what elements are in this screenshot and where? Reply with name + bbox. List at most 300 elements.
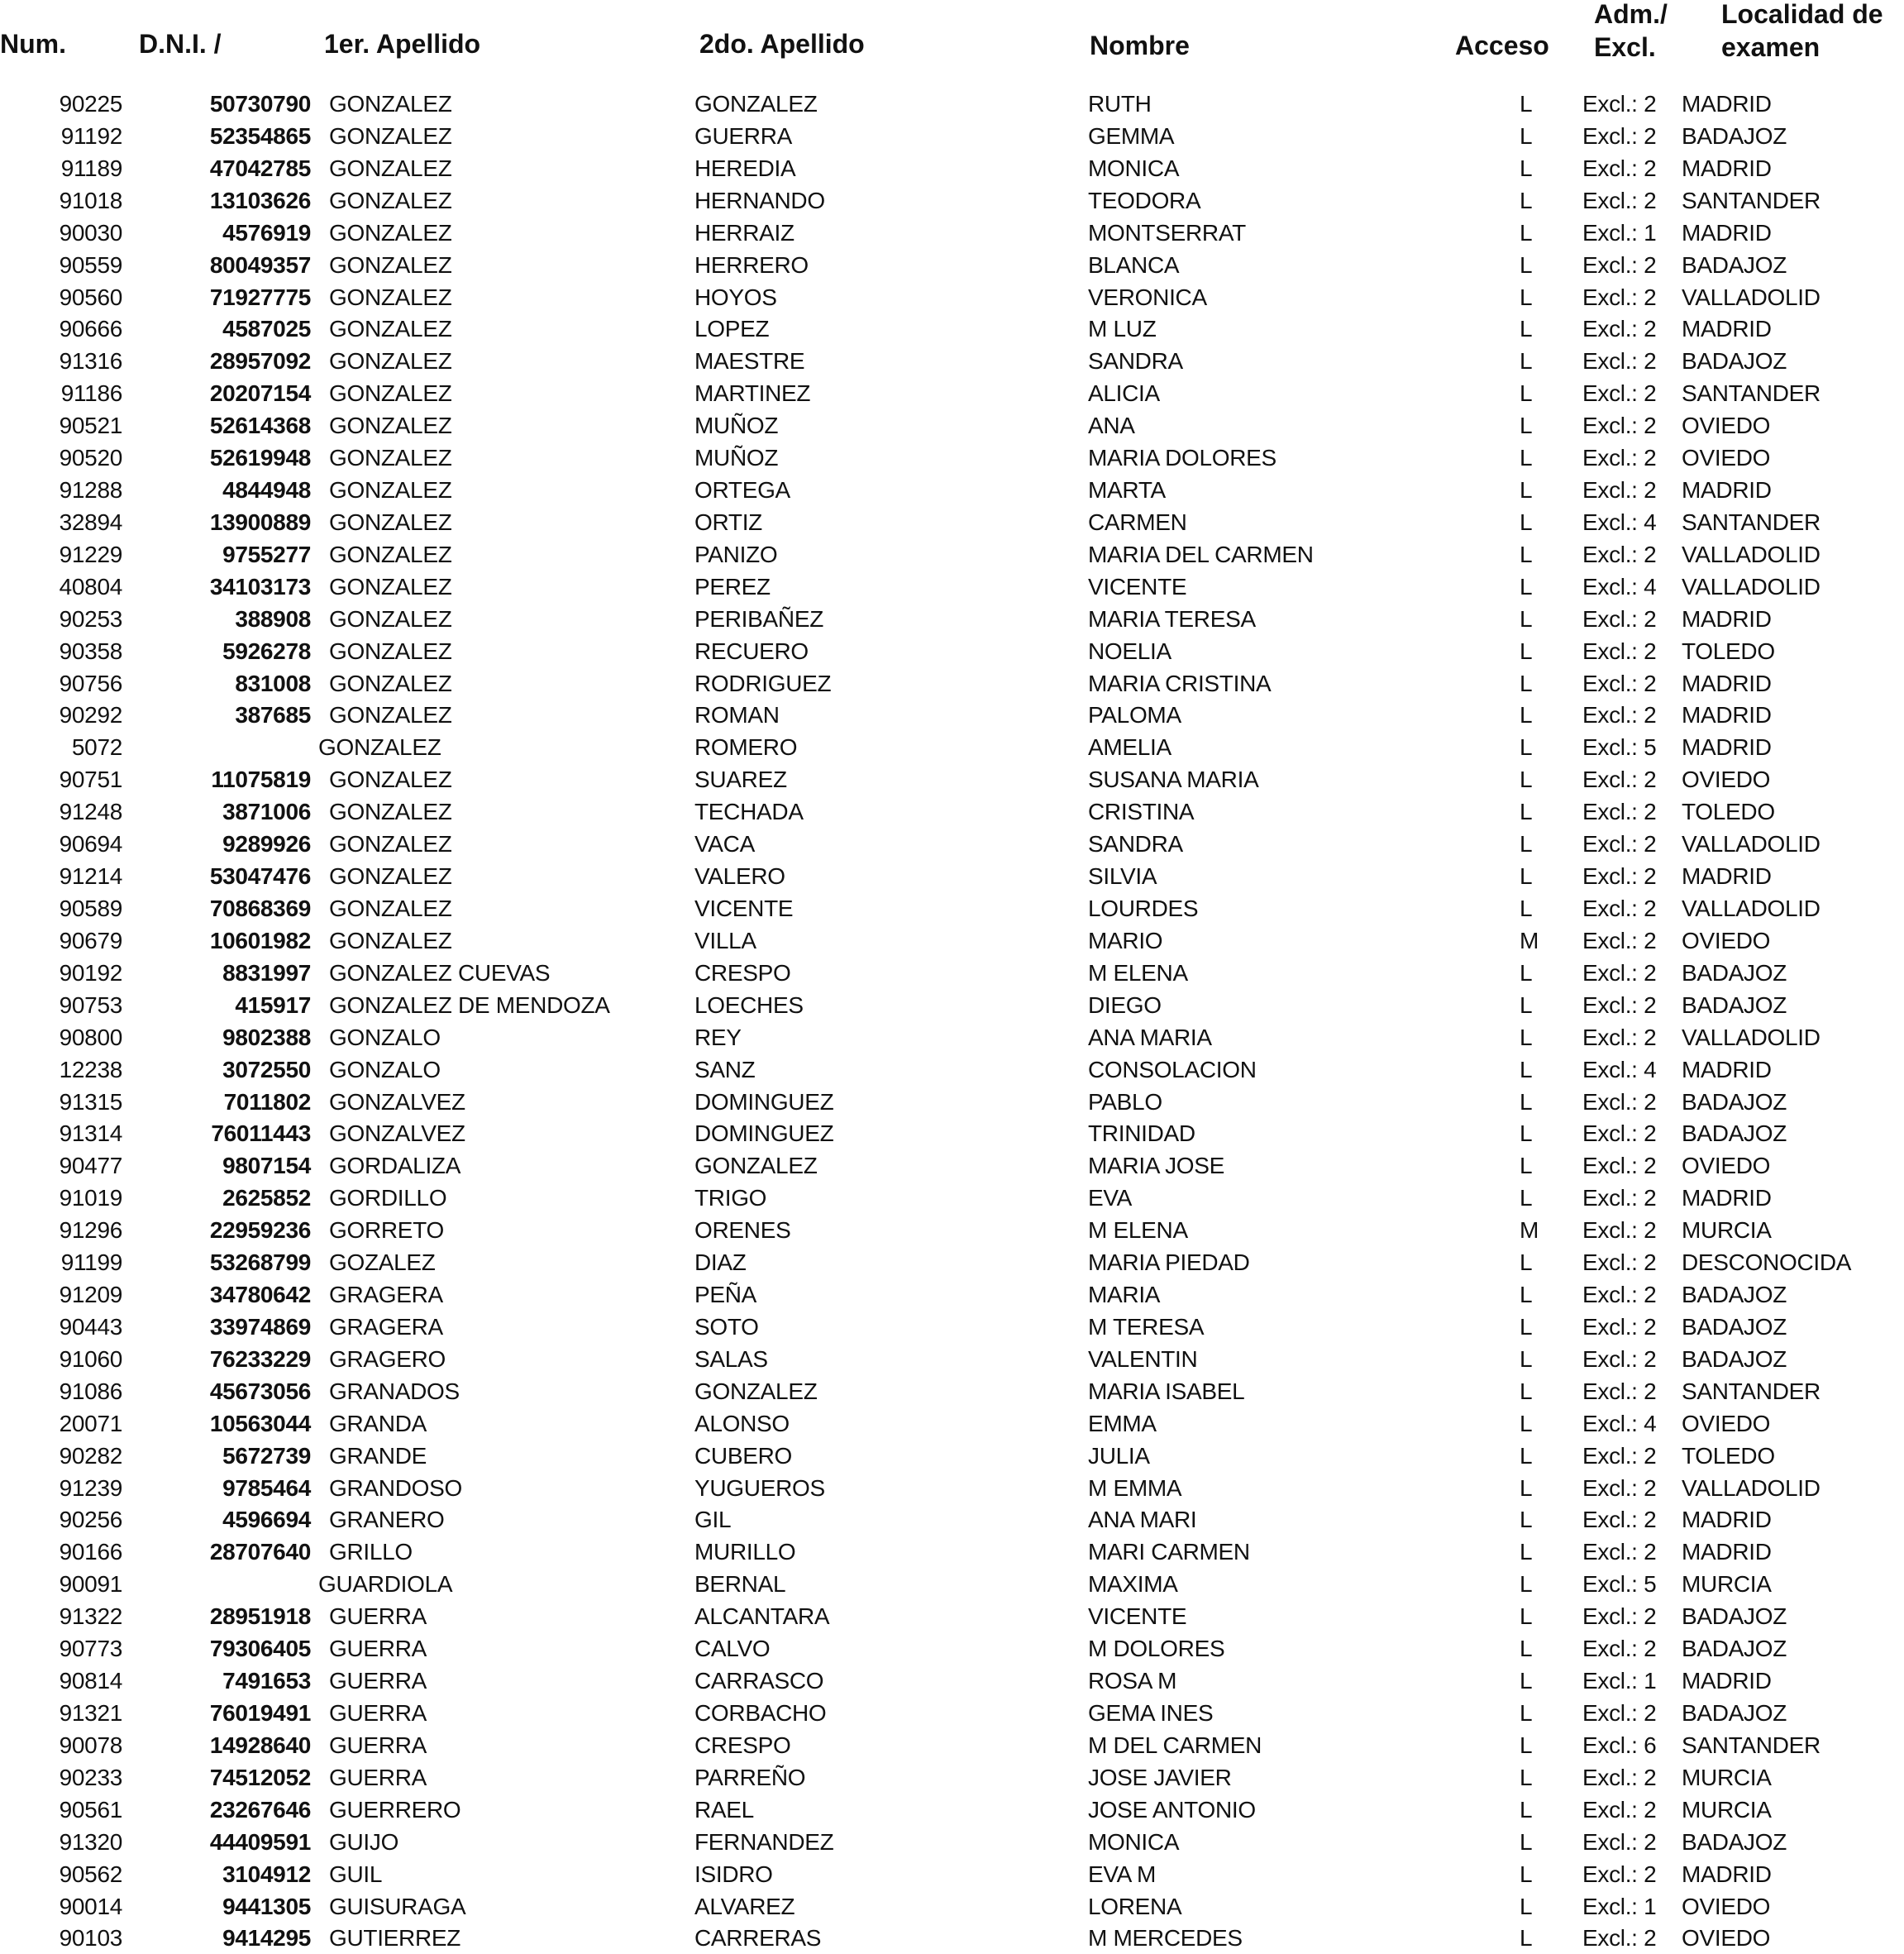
header-localidad-line2: examen xyxy=(1721,32,1820,62)
cell-apellido1: GUIJO xyxy=(329,1828,399,1855)
cell-num: 90561 xyxy=(59,1796,122,1823)
table-row xyxy=(0,1762,1904,1794)
header-localidad-line1: Localidad de xyxy=(1721,0,1883,29)
cell-acceso: L xyxy=(1520,219,1533,246)
cell-adm-excl: Excl.: 2 xyxy=(1582,187,1657,213)
cell-apellido2: PEÑA xyxy=(694,1282,757,1308)
cell-nombre: EMMA xyxy=(1088,1410,1157,1436)
cell-adm-excl: Excl.: 2 xyxy=(1582,284,1657,310)
cell-adm-excl: Excl.: 2 xyxy=(1582,1507,1657,1533)
table-row xyxy=(0,475,1904,506)
table-row xyxy=(0,571,1904,603)
cell-localidad: DESCONOCIDA xyxy=(1682,1249,1852,1276)
cell-nombre: MARIA xyxy=(1088,1282,1161,1308)
table-row xyxy=(0,1504,1904,1536)
table-row xyxy=(0,732,1904,763)
table-row xyxy=(0,1022,1904,1053)
cell-apellido1: GRANERO xyxy=(329,1507,445,1533)
cell-apellido2: PERIBAÑEZ xyxy=(694,605,824,632)
cell-nombre: SUSANA MARIA xyxy=(1088,767,1259,793)
cell-adm-excl: Excl.: 2 xyxy=(1582,1249,1657,1276)
cell-nombre: M ELENA xyxy=(1088,1217,1188,1244)
cell-acceso: L xyxy=(1520,1378,1533,1404)
cell-apellido2: DIAZ xyxy=(694,1249,747,1276)
cell-acceso: L xyxy=(1520,380,1533,407)
cell-num: 12238 xyxy=(59,1056,122,1082)
cell-adm-excl: Excl.: 2 xyxy=(1582,1120,1657,1147)
table-row xyxy=(0,990,1904,1021)
cell-nombre: JOSE JAVIER xyxy=(1088,1764,1232,1790)
cell-dni: 71927775 xyxy=(209,284,311,310)
cell-nombre: SILVIA xyxy=(1088,863,1157,890)
cell-acceso: M xyxy=(1520,927,1539,953)
cell-localidad: OVIEDO xyxy=(1682,1410,1771,1436)
cell-dni: 4844948 xyxy=(222,477,311,504)
cell-adm-excl: Excl.: 2 xyxy=(1582,155,1657,181)
cell-dni: 3104912 xyxy=(222,1861,311,1887)
cell-apellido2: FERNANDEZ xyxy=(694,1828,834,1855)
cell-apellido1: GRAGERO xyxy=(329,1345,446,1372)
cell-nombre: LOURDES xyxy=(1088,896,1199,921)
cell-num: 90225 xyxy=(59,91,122,117)
cell-num: 5072 xyxy=(71,734,122,761)
cell-num: 90030 xyxy=(59,219,122,246)
cell-num: 90800 xyxy=(59,1024,122,1050)
table-row xyxy=(0,185,1904,217)
cell-localidad: BADAJOZ xyxy=(1682,959,1787,986)
table-row xyxy=(0,925,1904,957)
cell-nombre: MARIA JOSE xyxy=(1088,1153,1225,1179)
cell-apellido1: GONZALEZ xyxy=(329,316,452,342)
cell-dni: 9755277 xyxy=(222,541,311,567)
cell-apellido1: GUERRA xyxy=(329,1603,427,1630)
table-row xyxy=(0,1891,1904,1923)
cell-apellido1: GONZALEZ xyxy=(329,284,452,310)
cell-acceso: L xyxy=(1520,1056,1533,1082)
table-row xyxy=(0,1794,1904,1826)
cell-nombre: EVA M xyxy=(1088,1861,1157,1887)
cell-localidad: MADRID xyxy=(1682,1539,1772,1565)
cell-apellido1: GORDALIZA xyxy=(329,1153,461,1179)
cell-num: 91315 xyxy=(59,1088,122,1115)
table-row xyxy=(0,1087,1904,1118)
cell-apellido2: ALONSO xyxy=(694,1410,790,1436)
cell-adm-excl: Excl.: 2 xyxy=(1582,1313,1657,1340)
cell-adm-excl: Excl.: 2 xyxy=(1582,1636,1657,1662)
cell-num: 90562 xyxy=(59,1861,122,1887)
cell-adm-excl: Excl.: 5 xyxy=(1582,734,1657,761)
cell-adm-excl: Excl.: 2 xyxy=(1582,1539,1657,1565)
cell-localidad: MADRID xyxy=(1682,863,1772,890)
cell-adm-excl: Excl.: 2 xyxy=(1582,1796,1657,1823)
cell-localidad: VALLADOLID xyxy=(1682,284,1820,310)
table-row xyxy=(0,346,1904,377)
cell-dni: 28957092 xyxy=(209,348,311,375)
cell-apellido2: HERNANDO xyxy=(694,187,825,213)
cell-num: 90103 xyxy=(59,1925,122,1952)
cell-localidad: OVIEDO xyxy=(1682,1925,1771,1952)
cell-apellido2: MUÑOZ xyxy=(694,445,779,471)
cell-acceso: L xyxy=(1520,1024,1533,1050)
cell-dni: 50730790 xyxy=(209,91,311,117)
table-row xyxy=(0,1118,1904,1149)
cell-localidad: VALLADOLID xyxy=(1682,541,1820,567)
cell-adm-excl: Excl.: 2 xyxy=(1582,1442,1657,1469)
cell-adm-excl: Excl.: 2 xyxy=(1582,959,1657,986)
cell-nombre: M DOLORES xyxy=(1088,1636,1225,1662)
cell-dni: 3871006 xyxy=(222,799,311,825)
cell-localidad: SANTANDER xyxy=(1682,1378,1820,1404)
cell-adm-excl: Excl.: 2 xyxy=(1582,1088,1657,1115)
cell-num: 91248 xyxy=(59,799,122,825)
cell-localidad: VALLADOLID xyxy=(1682,1474,1820,1501)
table-row xyxy=(0,282,1904,313)
cell-acceso: L xyxy=(1520,573,1533,600)
cell-num: 90282 xyxy=(59,1442,122,1469)
cell-apellido2: ROMERO xyxy=(694,734,798,761)
cell-apellido2: GONZALEZ xyxy=(694,1378,818,1404)
table-row xyxy=(0,1536,1904,1568)
cell-localidad: MADRID xyxy=(1682,1056,1772,1082)
cell-acceso: L xyxy=(1520,284,1533,310)
cell-acceso: L xyxy=(1520,445,1533,471)
table-row xyxy=(0,217,1904,249)
table-row xyxy=(0,1150,1904,1182)
cell-dni: 4596694 xyxy=(222,1507,311,1533)
cell-acceso: L xyxy=(1520,1120,1533,1147)
cell-adm-excl: Excl.: 2 xyxy=(1582,1700,1657,1726)
cell-acceso: L xyxy=(1520,959,1533,986)
table-row xyxy=(0,1569,1904,1600)
cell-num: 91288 xyxy=(59,477,122,504)
table-row xyxy=(0,796,1904,828)
cell-dni: 47042785 xyxy=(209,155,311,181)
cell-dni: 2625852 xyxy=(222,1185,311,1211)
cell-apellido2: HEREDIA xyxy=(694,155,796,181)
cell-localidad: OVIEDO xyxy=(1682,445,1771,471)
cell-acceso: L xyxy=(1520,1925,1533,1952)
cell-adm-excl: Excl.: 2 xyxy=(1582,767,1657,793)
cell-num: 90814 xyxy=(59,1668,122,1694)
cell-nombre: PABLO xyxy=(1088,1088,1162,1115)
cell-nombre: MARTA xyxy=(1088,477,1166,504)
cell-nombre: VICENTE xyxy=(1088,1603,1187,1630)
cell-adm-excl: Excl.: 2 xyxy=(1582,991,1657,1018)
cell-nombre: ROSA M xyxy=(1088,1668,1177,1694)
cell-dni: 13103626 xyxy=(209,187,311,213)
cell-dni: 52614368 xyxy=(209,413,311,439)
cell-apellido2: ISIDRO xyxy=(694,1861,773,1887)
cell-acceso: L xyxy=(1520,1088,1533,1115)
cell-acceso: L xyxy=(1520,896,1533,921)
cell-nombre: MARIO xyxy=(1088,927,1163,953)
cell-acceso: L xyxy=(1520,1861,1533,1887)
cell-localidad: BADAJOZ xyxy=(1682,1313,1787,1340)
header-apellido1: 1er. Apellido xyxy=(324,29,481,59)
cell-adm-excl: Excl.: 2 xyxy=(1582,380,1657,407)
cell-acceso: L xyxy=(1520,638,1533,664)
cell-num: 90256 xyxy=(59,1507,122,1533)
table-row xyxy=(0,668,1904,700)
cell-adm-excl: Excl.: 2 xyxy=(1582,445,1657,471)
cell-apellido1: GONZALEZ xyxy=(329,702,452,729)
cell-apellido2: MARTINEZ xyxy=(694,380,811,407)
cell-apellido2: TECHADA xyxy=(694,799,804,825)
cell-nombre: PALOMA xyxy=(1088,702,1181,729)
cell-num: 90521 xyxy=(59,413,122,439)
cell-num: 90756 xyxy=(59,670,122,696)
cell-adm-excl: Excl.: 2 xyxy=(1582,863,1657,890)
cell-apellido1: GONZALEZ xyxy=(329,831,452,858)
table-row xyxy=(0,1633,1904,1665)
cell-apellido1: GONZALEZ xyxy=(329,155,452,181)
cell-dni: 387685 xyxy=(235,702,311,729)
cell-localidad: MADRID xyxy=(1682,316,1772,342)
cell-nombre: MAXIMA xyxy=(1088,1571,1178,1598)
cell-apellido1: GONZALEZ xyxy=(329,799,452,825)
cell-localidad: OVIEDO xyxy=(1682,927,1771,953)
cell-dni: 34780642 xyxy=(209,1282,311,1308)
cell-apellido1: GONZALEZ xyxy=(329,380,452,407)
cell-apellido1: GONZALEZ xyxy=(329,767,452,793)
cell-apellido1: GONZALEZ xyxy=(329,477,452,504)
cell-apellido2: ORENES xyxy=(694,1217,791,1244)
cell-apellido1: GRANDOSO xyxy=(329,1474,462,1501)
cell-dni: 5926278 xyxy=(222,638,311,664)
cell-localidad: MURCIA xyxy=(1682,1796,1772,1823)
cell-apellido2: HERRERO xyxy=(694,251,809,278)
cell-apellido2: YUGUEROS xyxy=(694,1474,825,1501)
cell-dni: 28707640 xyxy=(209,1539,311,1565)
cell-num: 90559 xyxy=(59,251,122,278)
table-row xyxy=(0,1182,1904,1214)
cell-dni: 22959236 xyxy=(209,1217,311,1244)
cell-num: 90560 xyxy=(59,284,122,310)
table-row xyxy=(0,1730,1904,1761)
cell-apellido1: GRILLO xyxy=(329,1539,413,1565)
cell-acceso: L xyxy=(1520,831,1533,858)
header-adm-line2: Excl. xyxy=(1594,32,1656,62)
cell-dni: 53268799 xyxy=(209,1249,311,1276)
table-row xyxy=(0,153,1904,184)
cell-localidad: BADAJOZ xyxy=(1682,348,1787,375)
cell-acceso: L xyxy=(1520,413,1533,439)
cell-num: 90253 xyxy=(59,605,122,632)
cell-num: 91186 xyxy=(60,380,122,407)
header-apellido2: 2do. Apellido xyxy=(699,29,865,59)
cell-apellido2: CARRASCO xyxy=(694,1668,824,1694)
cell-apellido1: GUERRA xyxy=(329,1764,427,1790)
cell-acceso: L xyxy=(1520,1185,1533,1211)
cell-apellido1: GUIL xyxy=(329,1861,383,1887)
cell-dni: 9807154 xyxy=(222,1153,311,1179)
cell-apellido2: CARRERAS xyxy=(694,1925,822,1952)
cell-nombre: GEMA INES xyxy=(1088,1700,1214,1726)
cell-apellido2: VICENTE xyxy=(694,896,794,921)
cell-dni: 70868369 xyxy=(209,896,311,921)
cell-apellido1: GONZALEZ xyxy=(329,509,452,535)
cell-adm-excl: Excl.: 2 xyxy=(1582,1764,1657,1790)
cell-adm-excl: Excl.: 2 xyxy=(1582,605,1657,632)
cell-dni: 8831997 xyxy=(222,959,311,986)
cell-acceso: L xyxy=(1520,1345,1533,1372)
cell-localidad: VALLADOLID xyxy=(1682,573,1820,600)
cell-num: 90751 xyxy=(59,767,122,793)
cell-acceso: L xyxy=(1520,863,1533,890)
cell-acceso: L xyxy=(1520,1442,1533,1469)
cell-localidad: MADRID xyxy=(1682,670,1772,696)
cell-num: 91189 xyxy=(60,155,122,181)
cell-localidad: MURCIA xyxy=(1682,1217,1772,1244)
cell-apellido2: VILLA xyxy=(694,927,756,953)
cell-apellido1: GOZALEZ xyxy=(329,1249,436,1276)
cell-num: 91239 xyxy=(59,1474,122,1501)
cell-apellido2: VACA xyxy=(694,831,755,858)
cell-dni: 79306405 xyxy=(209,1636,311,1662)
cell-acceso: L xyxy=(1520,1636,1533,1662)
cell-adm-excl: Excl.: 2 xyxy=(1582,1861,1657,1887)
cell-num: 91320 xyxy=(59,1828,122,1855)
cell-dni: 74512052 xyxy=(209,1764,311,1790)
cell-adm-excl: Excl.: 2 xyxy=(1582,1282,1657,1308)
cell-acceso: L xyxy=(1520,348,1533,375)
cell-num: 91316 xyxy=(59,348,122,375)
cell-acceso: L xyxy=(1520,1796,1533,1823)
cell-localidad: BADAJOZ xyxy=(1682,1700,1787,1726)
cell-apellido2: GONZALEZ xyxy=(694,1153,818,1179)
cell-nombre: LORENA xyxy=(1088,1893,1182,1919)
cell-apellido1: GONZALEZ xyxy=(329,573,452,600)
cell-localidad: MADRID xyxy=(1682,605,1772,632)
cell-apellido2: DOMINGUEZ xyxy=(694,1088,834,1115)
cell-apellido1: GONZALEZ xyxy=(329,670,452,696)
cell-apellido1: GONZALO xyxy=(329,1056,441,1082)
cell-apellido1: GUISURAGA xyxy=(329,1893,466,1919)
cell-apellido2: GUERRA xyxy=(694,122,792,149)
cell-dni: 9414295 xyxy=(222,1925,311,1952)
cell-num: 91060 xyxy=(59,1345,122,1372)
cell-nombre: SANDRA xyxy=(1088,831,1183,858)
cell-acceso: L xyxy=(1520,1474,1533,1501)
cell-localidad: MADRID xyxy=(1682,734,1772,761)
cell-apellido2: ORTEGA xyxy=(694,477,790,504)
cell-dni: 7491653 xyxy=(222,1668,311,1694)
cell-localidad: TOLEDO xyxy=(1682,1442,1775,1469)
cell-localidad: TOLEDO xyxy=(1682,799,1775,825)
cell-nombre: CONSOLACION xyxy=(1088,1056,1257,1082)
cell-apellido1: GONZALEZ xyxy=(329,896,452,921)
cell-dni: 831008 xyxy=(235,670,311,696)
cell-apellido1: GONZALEZ xyxy=(329,91,452,117)
cell-adm-excl: Excl.: 2 xyxy=(1582,638,1657,664)
table-row xyxy=(0,121,1904,152)
cell-nombre: ANA MARI xyxy=(1088,1507,1197,1533)
table-row xyxy=(0,1311,1904,1343)
cell-nombre: JULIA xyxy=(1088,1442,1150,1469)
cell-num: 91199 xyxy=(60,1249,122,1276)
cell-localidad: MADRID xyxy=(1682,702,1772,729)
cell-localidad: MADRID xyxy=(1682,219,1772,246)
cell-nombre: M LUZ xyxy=(1088,316,1157,342)
cell-num: 91214 xyxy=(59,863,122,890)
cell-acceso: L xyxy=(1520,1732,1533,1758)
cell-dni: 76011443 xyxy=(211,1120,311,1147)
cell-localidad: VALLADOLID xyxy=(1682,896,1820,921)
cell-num: 90014 xyxy=(59,1893,122,1919)
cell-localidad: BADAJOZ xyxy=(1682,991,1787,1018)
cell-apellido1: GONZALEZ xyxy=(329,541,452,567)
cell-apellido1: GONZALEZ xyxy=(329,605,452,632)
cell-apellido2: RAEL xyxy=(694,1796,754,1823)
cell-apellido2: SANZ xyxy=(694,1056,756,1082)
cell-acceso: L xyxy=(1520,155,1533,181)
cell-nombre: TEODORA xyxy=(1088,187,1201,213)
cell-nombre: NOELIA xyxy=(1088,638,1172,664)
cell-num: 90091 xyxy=(59,1571,122,1598)
cell-acceso: L xyxy=(1520,1153,1533,1179)
cell-dni: 5672739 xyxy=(222,1442,311,1469)
table-row xyxy=(0,829,1904,860)
cell-num: 90358 xyxy=(59,638,122,664)
cell-acceso: L xyxy=(1520,1828,1533,1855)
cell-acceso: L xyxy=(1520,1249,1533,1276)
cell-localidad: OVIEDO xyxy=(1682,413,1771,439)
cell-acceso: L xyxy=(1520,91,1533,117)
cell-adm-excl: Excl.: 2 xyxy=(1582,477,1657,504)
cell-adm-excl: Excl.: 2 xyxy=(1582,1828,1657,1855)
cell-dni: 11075819 xyxy=(211,767,311,793)
cell-dni: 52354865 xyxy=(209,122,311,149)
cell-nombre: AMELIA xyxy=(1088,734,1172,761)
table-row xyxy=(0,88,1904,120)
cell-apellido1: GUTIERREZ xyxy=(329,1925,461,1952)
table-row xyxy=(0,1440,1904,1472)
cell-acceso: L xyxy=(1520,605,1533,632)
cell-nombre: M DEL CARMEN xyxy=(1088,1732,1262,1758)
cell-apellido2: MURILLO xyxy=(694,1539,796,1565)
cell-num: 91192 xyxy=(60,122,122,149)
cell-adm-excl: Excl.: 2 xyxy=(1582,702,1657,729)
cell-adm-excl: Excl.: 2 xyxy=(1582,251,1657,278)
cell-dni: 28951918 xyxy=(209,1603,311,1630)
cell-dni: 34103173 xyxy=(209,573,311,600)
cell-localidad: BADAJOZ xyxy=(1682,251,1787,278)
cell-acceso: L xyxy=(1520,1410,1533,1436)
cell-acceso: L xyxy=(1520,1668,1533,1694)
cell-dni: 4587025 xyxy=(222,316,311,342)
cell-dni: 44409591 xyxy=(209,1828,311,1855)
table-row xyxy=(0,893,1904,924)
cell-dni: 7011802 xyxy=(223,1088,311,1115)
cell-apellido1: GUERRA xyxy=(329,1668,427,1694)
cell-acceso: L xyxy=(1520,734,1533,761)
cell-apellido1: GONZALVEZ xyxy=(329,1088,465,1115)
cell-nombre: M TERESA xyxy=(1088,1313,1205,1340)
cell-acceso: L xyxy=(1520,316,1533,342)
cell-apellido1: GONZALEZ xyxy=(329,187,452,213)
header-acceso: Acceso xyxy=(1455,31,1549,60)
cell-apellido1: GONZALEZ xyxy=(329,122,452,149)
cell-dni: 9441305 xyxy=(222,1893,311,1919)
cell-apellido2: HERRAIZ xyxy=(694,219,795,246)
cell-nombre: MARIA PIEDAD xyxy=(1088,1249,1250,1276)
cell-acceso: L xyxy=(1520,251,1533,278)
cell-apellido1: GONZALEZ xyxy=(329,348,452,375)
cell-num: 91321 xyxy=(59,1700,122,1726)
cell-adm-excl: Excl.: 2 xyxy=(1582,1378,1657,1404)
cell-dni: 388908 xyxy=(235,605,311,632)
cell-nombre: ANA MARIA xyxy=(1088,1024,1212,1050)
